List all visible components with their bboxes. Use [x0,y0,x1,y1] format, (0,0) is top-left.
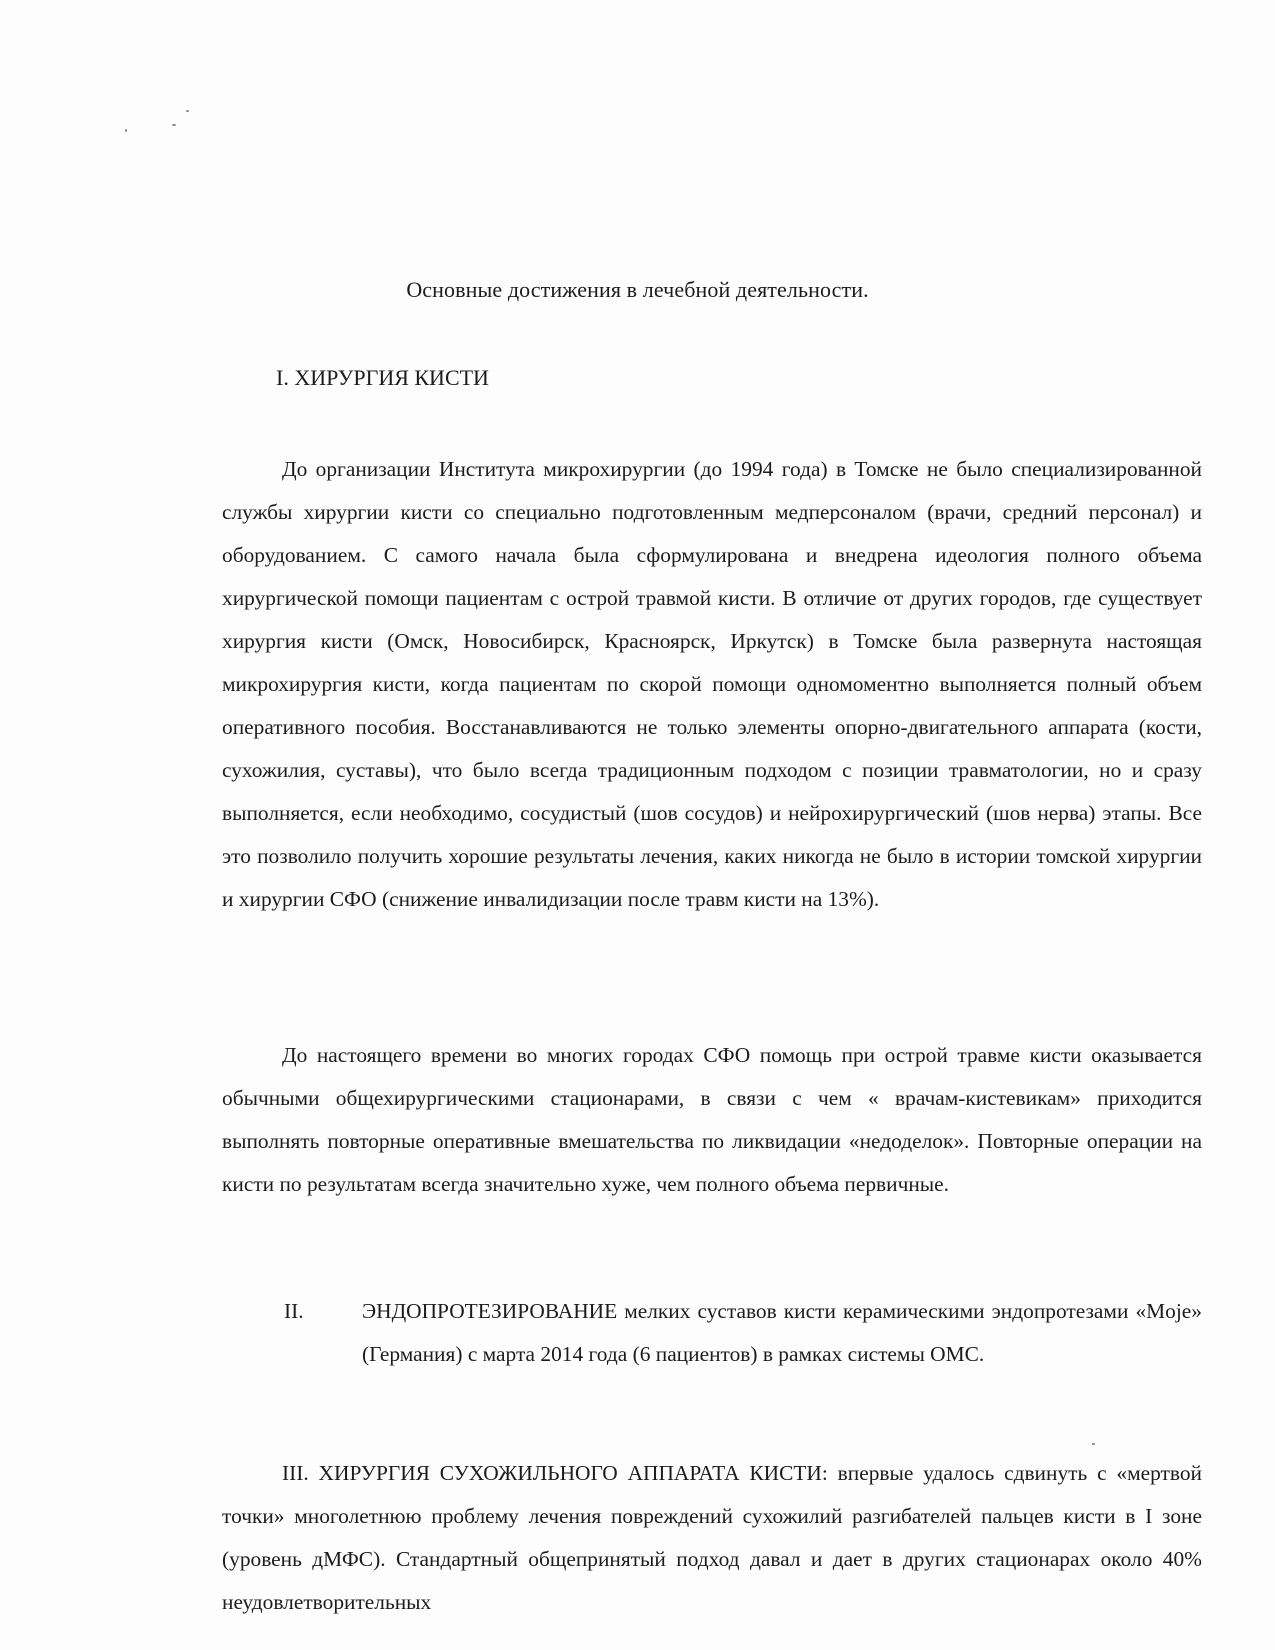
scan-speck [1092,1443,1095,1445]
section-two-text: ЭНДОПРОТЕЗИРОВАНИЕ мелких суставов кисти керамическими эндопротезами «Moje» (Германия) с марта 2014 года (6 пациентов) в рамках системы ОМС. [362,1299,1202,1366]
document-title: Основные достижения в лечебной деятельности. [406,277,869,302]
section-one-paragraph-two [222,1034,1202,1206]
paragraph-text: До настоящего времени во многих городах СФО помощь при острой травме кисти оказывается обычными общехирургическими стационарами, в связи с чем « врачам-кистевикам» приходится выполнять повторные оперативные вмешательства по ликвидации «недоделок». Повторные операции на кисти по результатам всегда значительно хуже, чем полного объема первичные. [222,1043,1202,1196]
section-one-paragraph-one [222,448,1202,921]
scan-speck [186,110,189,112]
scan-speck [172,124,176,126]
paragraph-text: До организации Института микрохирургии (до 1994 года) в Томске не было специализированной службы хирургии кисти со специально подготовленным медперсоналом (врачи, средний персонал) и оборудованием. С самого начала была сформулирована и внедрена идеология полного объема хирургической помощи пациентам с острой травмой кисти. В отличие от других городов, где существует хирургия кисти (Омск, Новосибирск, Красноярск, Иркутск) в Томске была развернута настоящая микрохирургия кисти, когда пациентам по скорой помощи одномоментно выполняется полный объем оперативного пособия. Восстанавливаются не только элементы опорно-двигательного аппарата (кости, сухожилия, суставы), что было всегда традиционным подходом с позиции травматологии, но и сразу выполняется, если необходимо, сосудистый (шов сосудов) и нейрохирургический (шов нерва) этапы. Все это позволило получить хорошие результаты лечения, каких никогда не было в истории томской хирургии и хирургии СФО (снижение инвалидизации после травм кисти на 13%). [222,457,1202,911]
section-heading-hand-surgery: I. ХИРУРГИЯ КИСТИ [276,365,489,390]
section-three-tendon-surgery [222,1452,1202,1624]
section-number: II. [284,1299,304,1323]
scan-speck [125,129,127,132]
paragraph-text: III. ХИРУРГИЯ СУХОЖИЛЬНОГО АППАРАТА КИСТИ: впервые удалось сдвинуть с «мертвой точки» многолетнюю проблему лечения повреждений сухожилий разгибателей пальцев кисти в I зоне (уровень дМФС). Стандартный общепринятый подход давал и дает в других стационарах около 40% неудовлетворительных [222,1461,1202,1614]
